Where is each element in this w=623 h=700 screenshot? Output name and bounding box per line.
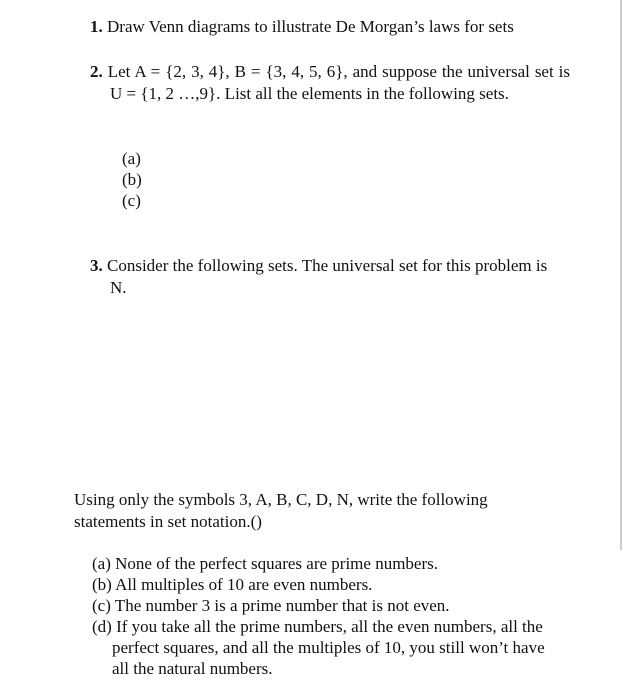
question-2-items xyxy=(122,148,202,211)
page-edge-divider xyxy=(620,0,622,550)
statement-d: (d) If you take all the prime numbers, all the even numbers, all the perfect squares, and all the multiples of 10, you still won’t have all the natural numbers. xyxy=(92,617,545,678)
statement-a: (a) None of the perfect squares are prime numbers. xyxy=(92,554,438,573)
question-2-item-c: (c) xyxy=(122,191,141,210)
statement-list xyxy=(92,553,562,679)
question-3-number: 3. xyxy=(90,256,103,275)
question-2 xyxy=(90,61,570,105)
question-1-text: Draw Venn diagrams to illustrate De Morgan’s laws for sets xyxy=(107,17,514,36)
question-3 xyxy=(90,255,550,299)
question-2-number: 2. xyxy=(90,62,103,81)
question-1-number: 1. xyxy=(90,17,103,36)
question-2-item-a: (a) xyxy=(122,149,141,168)
question-1 xyxy=(90,16,570,38)
question-2-text: Let A = {2, 3, 4}, B = {3, 4, 5, 6}, and suppose the universal set is U = {1, 2 …,9}. List all the elements in the following sets. xyxy=(107,62,570,103)
statement-b: (b) All multiples of 10 are even numbers. xyxy=(92,575,373,594)
instruction-paragraph: Using only the symbols 3, A, B, C, D, N, write the following statements in set notation.() xyxy=(74,490,488,531)
question-2-item-b: (b) xyxy=(122,170,142,189)
statement-c: (c) The number 3 is a prime number that is not even. xyxy=(92,596,450,615)
question-3-text: Consider the following sets. The universal set for this problem is N. xyxy=(107,256,548,297)
